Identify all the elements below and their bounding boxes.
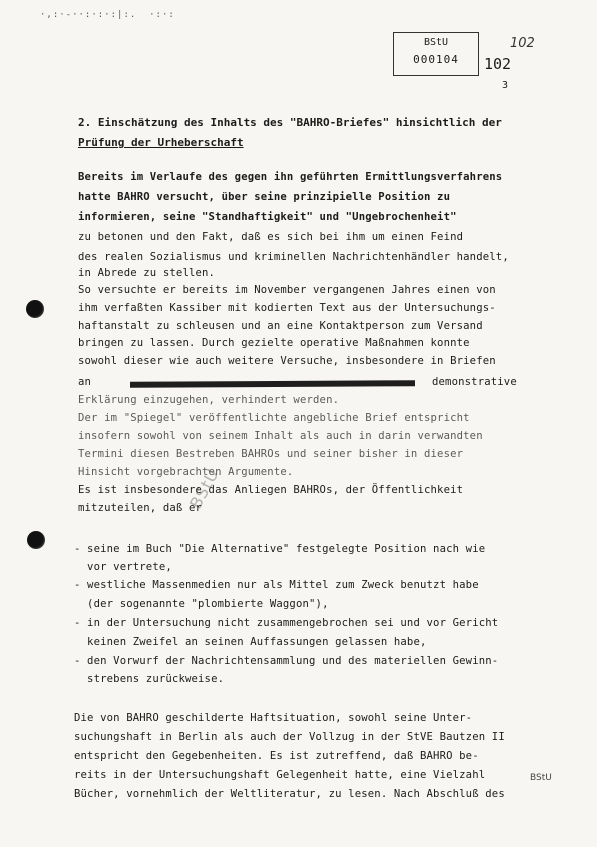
punch-hole xyxy=(27,531,45,549)
bullet-line: vor vertrete, xyxy=(74,561,172,573)
paragraph-line: mitzuteilen, daß er xyxy=(78,502,203,514)
bullet-line: - westliche Massenmedien nur als Mittel zum Zweck benutzt habe xyxy=(74,579,479,591)
handwritten-page-number: 102 xyxy=(510,36,535,51)
bullet-line: - den Vorwurf der Nachrichtensammlung und des materiellen Gewinn- xyxy=(74,655,499,667)
archive-stamp-number: 000104 xyxy=(413,53,459,66)
paragraph-line: ihm verfaßten Kassiber mit kodierten Text aus der Untersuchungs- xyxy=(78,302,496,314)
paragraph-line: Der im "Spiegel" veröffentlichte angebliche Brief entspricht xyxy=(78,412,470,424)
bullet-line: keinen Zweifel an seinen Auffassungen gelassen habe, xyxy=(74,636,427,648)
bullet-line: - in der Untersuchung nicht zusammengebrochen sei und vor Gericht xyxy=(74,617,499,629)
section-heading-line-2: Prüfung der Urheberschaft xyxy=(78,136,244,149)
paragraph-line: Bereits im Verlaufe des gegen ihn geführten Ermittlungsverfahrens xyxy=(78,171,503,183)
bottom-stamp-note: BStU xyxy=(530,773,552,783)
paragraph-line: informieren, seine "Standhaftigkeit" und "Ungebrochenheit" xyxy=(78,211,457,223)
redaction-bar xyxy=(130,380,415,387)
page-sub-number: 3 xyxy=(502,80,509,91)
bullet-line: (der sogenannte "plombierte Waggon"), xyxy=(74,598,329,610)
paragraph-line: des realen Sozialismus und kriminellen Nachrichtenhändler handelt, xyxy=(78,251,509,263)
paragraph-line: Termini diesen Bestreben BAHROs und seiner bisher in dieser xyxy=(78,448,464,460)
paragraph-line: Hinsicht vorgebrachten Argumente. xyxy=(78,466,294,478)
bullet-line: strebens zurückweise. xyxy=(74,673,225,685)
top-scan-noise: ·,:·-··:·:·:|:. ·:·: xyxy=(40,10,175,20)
paragraph-line: hatte BAHRO versucht, über seine prinzipielle Position zu xyxy=(78,191,451,203)
paragraph-line: Die von BAHRO geschilderte Haftsituation, sowohl seine Unter- xyxy=(74,712,473,724)
paragraph-line: haftanstalt zu schleusen und an eine Kontaktperson zum Versand xyxy=(78,320,483,332)
archive-stamp xyxy=(393,32,479,76)
paragraph-line: an xyxy=(78,376,92,388)
page-number: 102 xyxy=(484,55,512,73)
paragraph-line: entspricht den Gegebenheiten. Es ist zutreffend, daß BAHRO be- xyxy=(74,750,479,762)
paragraph-line: in Abrede zu stellen. xyxy=(78,267,216,279)
paragraph-line: Es ist insbesondere das Anliegen BAHROs, der Öffentlichkeit xyxy=(78,484,464,496)
archive-stamp-label: BStU xyxy=(423,37,449,48)
paragraph-line: demonstrative xyxy=(432,376,517,388)
paragraph-line: bringen zu lassen. Durch gezielte operative Maßnahmen konnte xyxy=(78,337,470,349)
paragraph-line: zu betonen und den Fakt, daß es sich bei ihm um einen Feind xyxy=(78,231,464,243)
diagonal-margin-stamp: BStU xyxy=(186,465,223,512)
punch-hole xyxy=(26,300,44,318)
paragraph-line: reits in der Untersuchungshaft Gelegenheit hatte, eine Vielzahl xyxy=(74,769,486,781)
paragraph-line: So versuchte er bereits im November vergangenen Jahres einen von xyxy=(78,284,496,296)
paragraph-line: Bücher, vornehmlich der Weltliteratur, zu lesen. Nach Abschluß des xyxy=(74,788,505,800)
paragraph-line: Erklärung einzugehen, verhindert werden. xyxy=(78,394,340,406)
paragraph-line: insofern sowohl von seinem Inhalt als auch in darin verwandten xyxy=(78,430,483,442)
section-heading-line-1: 2. Einschätzung des Inhalts des "BAHRO-Briefes" hinsichtlich der xyxy=(78,116,502,129)
bullet-line: - seine im Buch "Die Alternative" festgelegte Position nach wie xyxy=(74,543,486,555)
paragraph-line: suchungshaft in Berlin als auch der Vollzug in der StVE Bautzen II xyxy=(74,731,505,743)
paragraph-line: sowohl dieser wie auch weitere Versuche, insbesondere in Briefen xyxy=(78,355,496,367)
